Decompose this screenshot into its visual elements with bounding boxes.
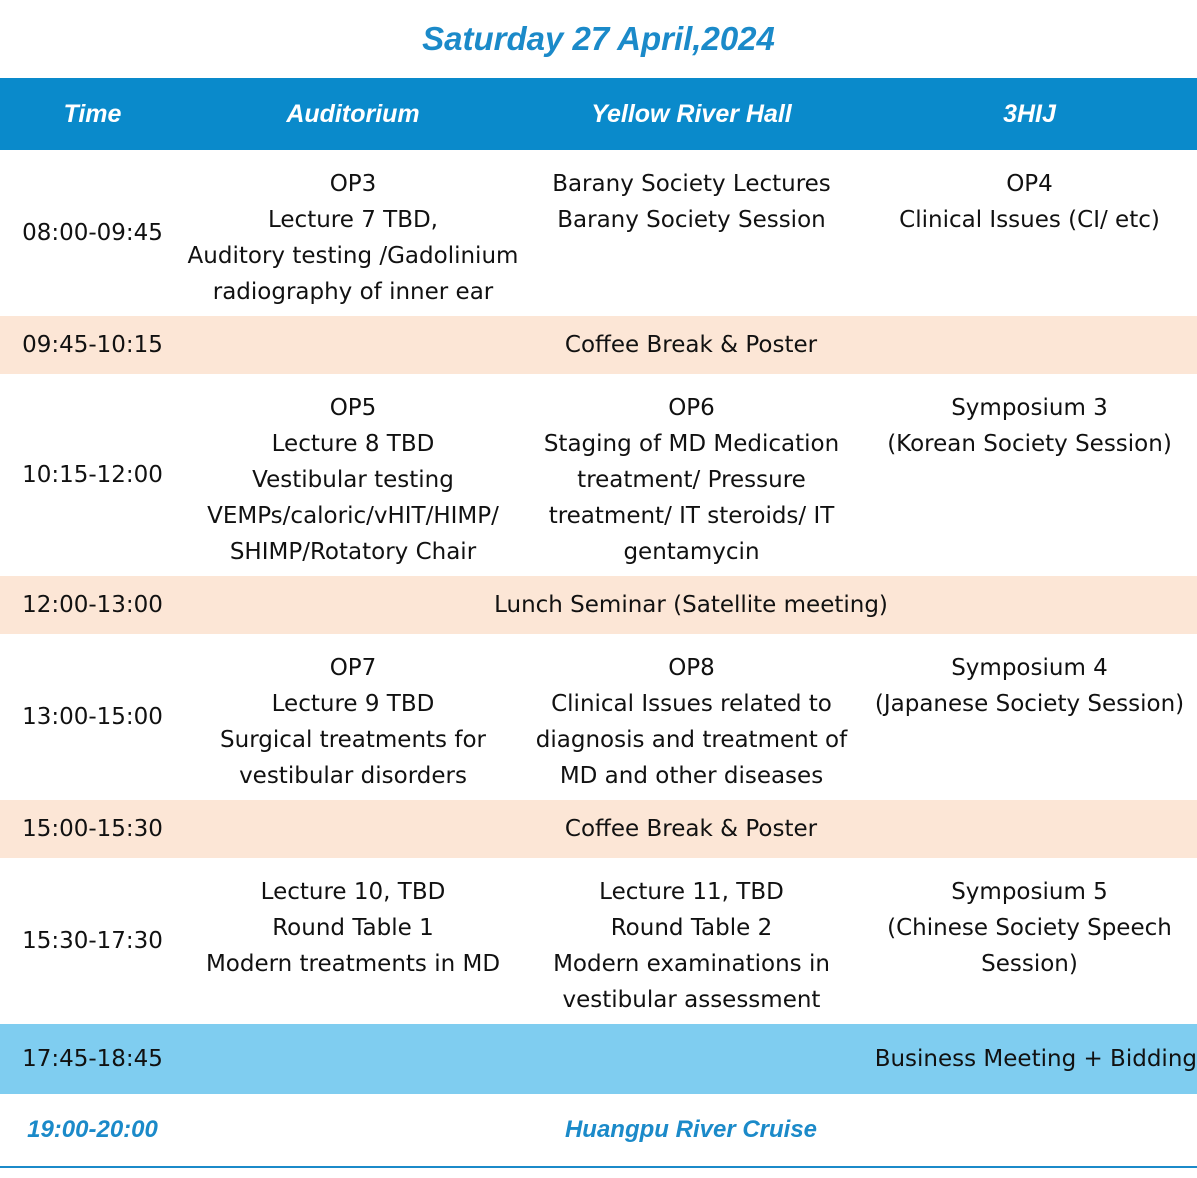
session-line: MD and other diseases <box>559 763 824 789</box>
session-line: treatment/ Pressure <box>577 467 806 493</box>
cruise-row <box>0 1094 1197 1168</box>
session-line: OP8 <box>668 655 715 681</box>
row-time: 15:00-15:30 <box>22 816 163 842</box>
session-line: Modern examinations in <box>553 951 830 977</box>
session-line: Clinical Issues (CI/ etc) <box>899 207 1160 233</box>
break-label: Coffee Break & Poster <box>564 816 818 842</box>
header-3hij: 3HIJ <box>1003 99 1056 128</box>
session-line: OP3 <box>329 171 377 197</box>
table-row <box>0 634 1197 800</box>
row-time: 10:15-12:00 <box>22 462 163 488</box>
session-line: (Japanese Society Session) <box>874 691 1185 717</box>
session-line: Barany Society Lectures <box>552 171 831 197</box>
session-line: VEMPs/caloric/vHIT/HIMP/ <box>207 503 499 529</box>
session-line: OP7 <box>329 655 377 681</box>
break-row <box>0 576 1197 634</box>
cruise-label: Huangpu River Cruise <box>564 1116 818 1143</box>
session-line: Round Table 2 <box>610 915 773 941</box>
business-meeting-text: Business Meeting + Bidding <box>874 1046 1197 1072</box>
page-title: Saturday 27 April,2024 <box>422 20 775 57</box>
auditorium-session <box>185 634 521 800</box>
session-line: Lecture 9 TBD <box>271 691 435 717</box>
yellow-river-hall-session <box>521 634 862 800</box>
business-meeting-row <box>0 1024 1197 1094</box>
break-row <box>0 800 1197 858</box>
row-time: 08:00-09:45 <box>22 220 163 246</box>
session-line: Symposium 5 <box>951 879 1108 905</box>
session-line: (Chinese Society Speech <box>887 915 1172 941</box>
break-row <box>0 316 1197 374</box>
3hij-session <box>862 634 1197 800</box>
table-row <box>0 858 1197 1024</box>
session-line: radiography of inner ear <box>212 279 494 305</box>
session-line: Auditory testing /Gadolinium <box>187 243 519 269</box>
session-line: OP5 <box>329 395 377 421</box>
row-time: 09:45-10:15 <box>22 332 163 358</box>
session-line: Symposium 4 <box>951 655 1108 681</box>
session-line: Barany Society Session <box>557 207 826 233</box>
session-line: OP6 <box>668 395 715 421</box>
yellow-river-hall-session <box>521 150 862 316</box>
3hij-session <box>862 858 1197 1024</box>
header-yellow-river-hall: Yellow River Hall <box>591 99 792 128</box>
session-line: Lecture 8 TBD <box>271 431 435 457</box>
header-auditorium: Auditorium <box>286 99 420 128</box>
session-line: Symposium 3 <box>951 395 1108 421</box>
session-line: SHIMP/Rotatory Chair <box>229 539 477 565</box>
session-line: Surgical treatments for <box>220 727 486 753</box>
table-header <box>0 78 1197 150</box>
session-line: OP4 <box>1006 171 1053 197</box>
session-line: gentamycin <box>623 539 760 565</box>
session-line: Modern treatments in MD <box>205 951 501 977</box>
row-time: 13:00-15:00 <box>22 704 163 730</box>
table-row <box>0 374 1197 576</box>
session-line: Lecture 10, TBD <box>260 879 446 905</box>
auditorium-session <box>185 374 521 576</box>
session-line: Session) <box>981 951 1078 977</box>
session-line: Vestibular testing <box>252 467 454 493</box>
session-line: vestibular assessment <box>562 987 821 1013</box>
row-time: 15:30-17:30 <box>22 928 163 954</box>
break-label: Coffee Break & Poster <box>564 332 818 358</box>
auditorium-session <box>185 150 521 316</box>
header-time: Time <box>63 99 122 128</box>
3hij-session <box>862 374 1197 576</box>
yellow-river-hall-session <box>521 374 862 576</box>
session-line: Round Table 1 <box>272 915 434 941</box>
lunch-label: Lunch Seminar (Satellite meeting) <box>494 592 888 618</box>
row-time: 12:00-13:00 <box>22 592 163 618</box>
3hij-session <box>862 150 1197 316</box>
auditorium-session <box>185 858 521 1024</box>
row-time: 17:45-18:45 <box>22 1046 163 1072</box>
session-line: Clinical Issues related to <box>551 691 832 717</box>
table-row <box>0 150 1197 316</box>
session-line: (Korean Society Session) <box>887 431 1172 457</box>
business-meeting-label <box>862 1024 1197 1094</box>
session-line: vestibular disorders <box>239 763 467 789</box>
session-line: diagnosis and treatment of <box>535 727 848 753</box>
session-line: Lecture 7 TBD, <box>267 207 438 233</box>
yellow-river-hall-session <box>521 858 862 1024</box>
session-line: Staging of MD Medication <box>543 431 840 457</box>
session-line: treatment/ IT steroids/ IT <box>548 503 835 529</box>
session-line: Lecture 11, TBD <box>599 879 784 905</box>
row-time: 19:00-20:00 <box>27 1116 158 1143</box>
